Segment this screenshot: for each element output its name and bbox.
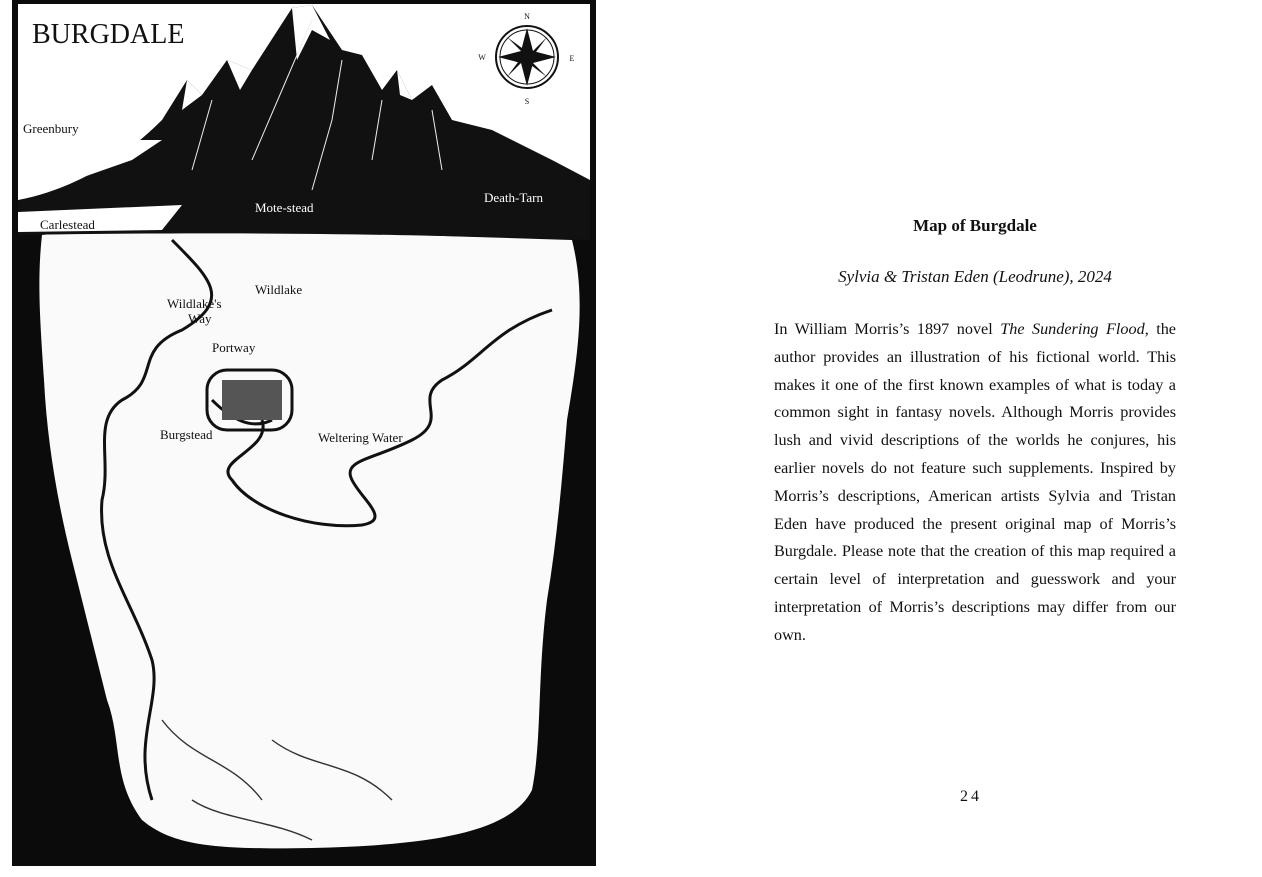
label-death-tarn: Death-Tarn [484, 190, 544, 205]
novel-title: The Sundering Flood [1000, 320, 1145, 338]
page-title: Map of Burgdale [913, 216, 1037, 235]
compass-w: W [478, 53, 486, 62]
burgdale-map [12, 0, 596, 866]
label-way: Way [188, 311, 212, 326]
label-burgstead: Burgstead [160, 427, 213, 442]
label-greenbury: Greenbury [23, 121, 79, 136]
body-text-start: In William Morris’s 1897 novel [774, 320, 1001, 338]
body-paragraph [774, 316, 1176, 650]
map-title: BURGDALE [32, 19, 185, 50]
compass-n: N [524, 12, 530, 21]
page-subtitle: Sylvia & Tristan Eden (Leodrune), 2024 [838, 267, 1112, 286]
label-weltering-water: Weltering Water [318, 430, 403, 445]
label-wildlakes: Wildlake's [167, 296, 222, 311]
label-carlestead: Carlestead [40, 217, 95, 232]
page-number: 24 [960, 788, 982, 805]
label-mote-stead: Mote-stead [255, 200, 314, 215]
label-portway: Portway [212, 340, 256, 355]
valley [39, 230, 579, 848]
label-wildlake: Wildlake [255, 282, 303, 297]
compass-e: E [569, 54, 575, 63]
compass-s: S [524, 97, 530, 106]
body-text-rest: , the author provides an illustration of his fictional world. This makes it one of the first known examples of what is today a common sight in fantasy novels. Although Morris provides lush and vivid descriptions of the worlds he conjures, his earlier novels do not feature such supplements. Inspired by Morris’s descriptions, American artists Sylvia and Tristan Eden have produced the present original map of Morris’s Burgdale. Please note that the creation of this map required a certain level of interpretation and guesswork and your interpretation of Morris’s descriptions may differ from our own. [774, 320, 1176, 644]
